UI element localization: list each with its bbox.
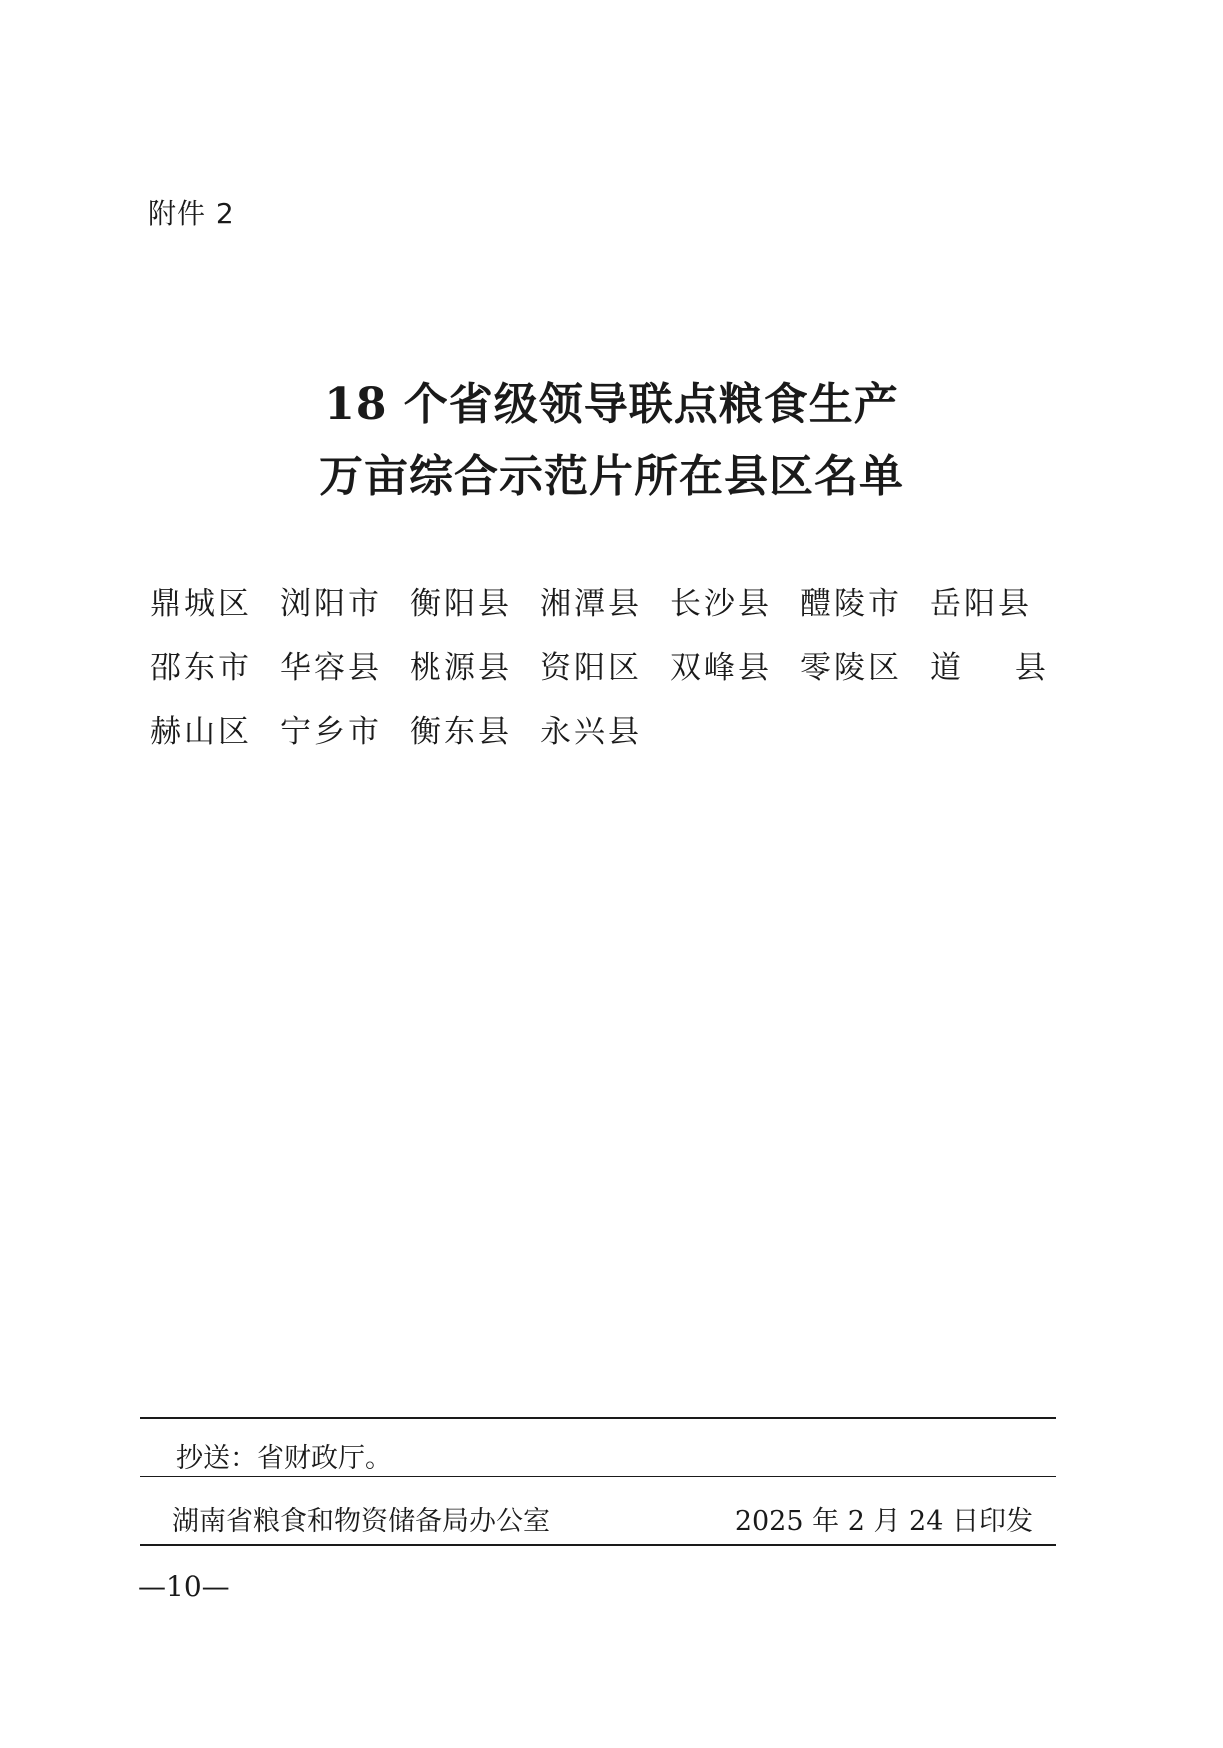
county-name: 宁乡市 <box>280 714 382 750</box>
county-name: 零陵区 <box>800 650 902 686</box>
county-name: 资阳区 <box>540 650 642 686</box>
footer-rule-middle <box>140 1476 1056 1477</box>
county-name: 岳阳县 <box>930 586 1032 622</box>
county-name: 长沙县 <box>670 586 772 622</box>
county-name: 双峰县 <box>670 650 772 686</box>
county-name: 醴陵市 <box>800 586 902 622</box>
county-name: 鼎城区 <box>150 586 252 622</box>
attachment-label: 附件 2 <box>148 197 235 230</box>
county-name: 浏阳市 <box>280 586 382 622</box>
county-name: 湘潭县 <box>540 586 642 622</box>
county-name: 衡东县 <box>410 714 512 750</box>
document-title-line-2: 万亩综合示范片所在县区名单 <box>319 451 904 502</box>
page-number: —10— <box>138 1570 230 1603</box>
footer-rule-top <box>140 1417 1056 1419</box>
county-row <box>150 578 1050 642</box>
county-name: 华容县 <box>280 650 382 686</box>
issuing-office: 湖南省粮食和物资储备局办公室 <box>172 1506 550 1537</box>
county-name: 邵东市 <box>150 650 252 686</box>
county-name: 赫山区 <box>150 714 252 750</box>
cc-line: 抄送：省财政厅。 <box>176 1443 392 1474</box>
county-row <box>150 706 1050 770</box>
issue-date: 2025 年 2 月 24 日印发 <box>734 1506 1033 1537</box>
county-row <box>150 642 1068 706</box>
county-name: 道 县 <box>930 650 1068 686</box>
county-name: 衡阳县 <box>410 586 512 622</box>
footer-rule-bottom <box>140 1544 1056 1546</box>
county-name: 桃源县 <box>410 650 512 686</box>
document-title-line-1: 18 个省级领导联点粮食生产 <box>324 379 899 430</box>
county-list <box>150 578 1068 770</box>
county-name: 永兴县 <box>540 714 642 750</box>
